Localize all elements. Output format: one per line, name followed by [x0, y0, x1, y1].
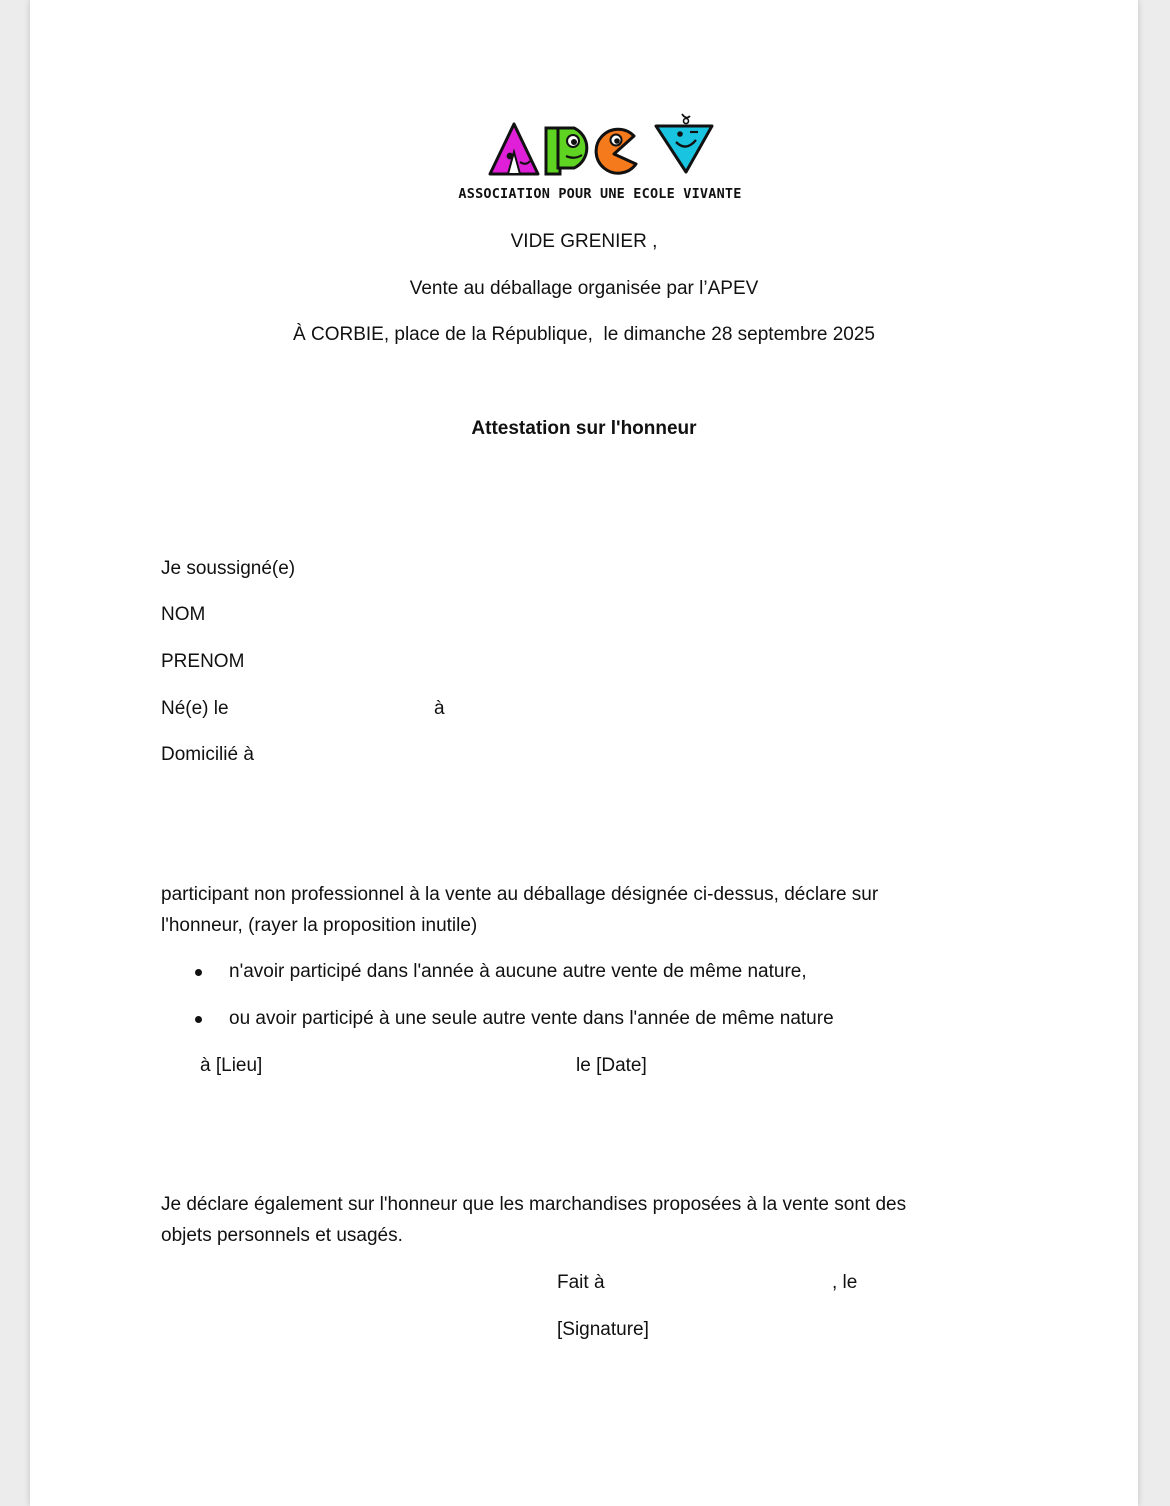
logo-letter-e [596, 129, 636, 173]
logo-letter-p [546, 128, 587, 174]
field-domicile-label: Domicilié à [161, 744, 254, 765]
signature-placeholder: [Signature] [557, 1319, 649, 1340]
fait-a-label: Fait à [557, 1272, 605, 1293]
date-placeholder: le [Date] [576, 1055, 647, 1076]
fait-le-label: , le [832, 1272, 858, 1293]
event-location-date: À CORBIE, place de la République, le dimanche 28 septembre 2025 [293, 324, 875, 345]
bullet-icon [195, 969, 202, 976]
declaration-paragraph: participant non professionnel à la vente au déballage désignée ci-dessus, déclare sur l'honneur, (rayer la proposition inutile) [161, 884, 879, 936]
event-title: VIDE GRENIER , [510, 231, 658, 252]
field-soussigne-label: Je soussigné(e) [161, 558, 296, 579]
document-title: Attestation sur l'honneur [471, 418, 697, 439]
logo-letter-v [656, 114, 712, 172]
bullet-icon [195, 1016, 202, 1023]
declaration-2-paragraph: Je déclare également sur l'honneur que les marchandises proposées à la vente sont des objets personnels et usagés. [161, 1194, 907, 1246]
bullet-option-1: n'avoir participé dans l'année à aucune autre vente de même nature, [229, 961, 807, 982]
field-birthdate-label: Né(e) le [161, 698, 229, 719]
apev-logo [450, 112, 750, 208]
document-page [30, 0, 1138, 1506]
apev-logo-graphic [450, 112, 750, 184]
field-nom-label: NOM [161, 604, 206, 625]
field-prenom-label: PRENOM [161, 651, 245, 672]
lieu-placeholder: à [Lieu] [200, 1055, 263, 1076]
logo-subtitle: ASSOCIATION POUR UNE ECOLE VIVANTE [458, 186, 742, 202]
field-birthplace-label: à [434, 698, 445, 719]
bullet-option-2: ou avoir participé à une seule autre vente dans l'année de même nature [229, 1008, 834, 1029]
event-subtitle: Vente au déballage organisée par l’APEV [409, 278, 759, 299]
